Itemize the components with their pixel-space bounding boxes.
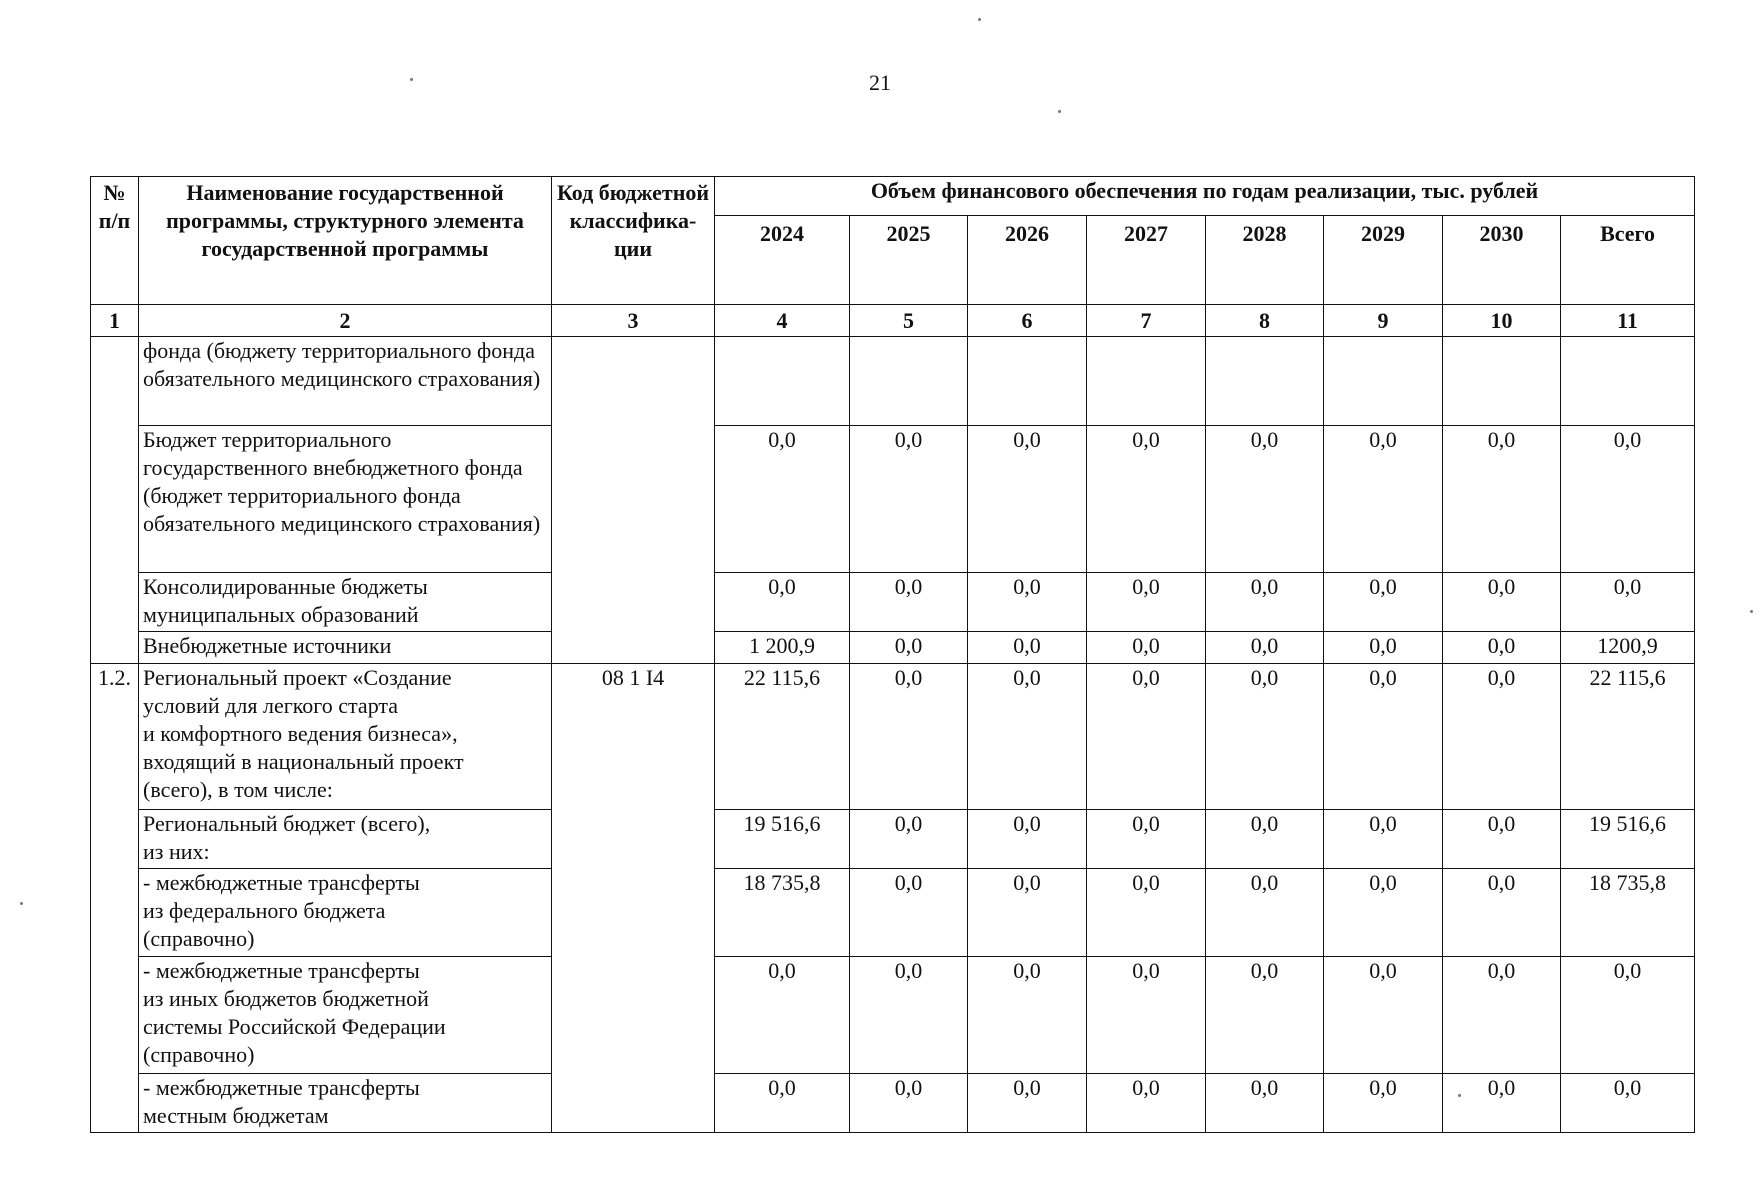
value-cell: 0,0 xyxy=(1206,1074,1324,1133)
value-cell: 0,0 xyxy=(850,957,968,1074)
year-header: 2028 xyxy=(1206,216,1324,305)
column-number: 8 xyxy=(1206,305,1324,337)
value-cell: 0,0 xyxy=(968,1074,1087,1133)
column-number: 6 xyxy=(968,305,1087,337)
value-cell: 18 735,8 xyxy=(1561,869,1695,957)
value-cell: 0,0 xyxy=(1206,426,1324,573)
value-cell: 0,0 xyxy=(1324,573,1443,632)
header-row-1 xyxy=(91,177,1695,216)
year-header: 2029 xyxy=(1324,216,1443,305)
year-header: 2024 xyxy=(715,216,850,305)
value-cell: 0,0 xyxy=(850,1074,968,1133)
value-cell: 0,0 xyxy=(1087,869,1206,957)
value-cell: 0,0 xyxy=(850,426,968,573)
year-header: 2025 xyxy=(850,216,968,305)
value-cell: 0,0 xyxy=(968,869,1087,957)
total-header: Всего xyxy=(1561,216,1695,305)
column-number: 2 xyxy=(139,305,552,337)
scan-speck xyxy=(1058,110,1061,113)
value-cell: 0,0 xyxy=(968,573,1087,632)
budget-table xyxy=(90,176,1695,1133)
value-cell: 1 200,9 xyxy=(715,632,850,664)
row-name: - межбюджетные трансферты местным бюджетам xyxy=(139,1074,552,1133)
table-row xyxy=(91,1074,1695,1133)
scan-speck xyxy=(20,902,23,905)
value-cell xyxy=(1324,337,1443,426)
value-cell: 0,0 xyxy=(1206,632,1324,664)
value-cell: 0,0 xyxy=(1087,810,1206,869)
row-name: Внебюджетные источники xyxy=(139,632,552,664)
value-cell: 0,0 xyxy=(1324,664,1443,810)
row-name: - межбюджетные трансферты из федерального бюджета (справочно) xyxy=(139,869,552,957)
column-number: 3 xyxy=(552,305,715,337)
value-cell: 0,0 xyxy=(1443,664,1561,810)
value-cell xyxy=(968,337,1087,426)
value-cell: 0,0 xyxy=(1087,632,1206,664)
column-number: 4 xyxy=(715,305,850,337)
value-cell: 0,0 xyxy=(1087,664,1206,810)
value-cell: 19 516,6 xyxy=(715,810,850,869)
value-cell: 0,0 xyxy=(715,1074,850,1133)
table-row xyxy=(91,426,1695,573)
value-cell: 0,0 xyxy=(1443,632,1561,664)
table-row xyxy=(91,573,1695,632)
row-name: Региональный проект «Создание условий для легкого старта и комфортного ведения бизнеса», входящий в национальный проект (всего), в том числе: xyxy=(139,664,552,810)
value-cell: 0,0 xyxy=(1443,573,1561,632)
table-row xyxy=(91,632,1695,664)
value-cell: 0,0 xyxy=(1561,957,1695,1074)
value-cell: 0,0 xyxy=(968,426,1087,573)
value-cell: 0,0 xyxy=(1443,869,1561,957)
value-cell: 0,0 xyxy=(1206,664,1324,810)
value-cell: 0,0 xyxy=(968,810,1087,869)
header-volume: Объем финансового обеспечения по годам реализации, тыс. рублей xyxy=(715,177,1695,216)
value-cell: 0,0 xyxy=(1206,573,1324,632)
column-number: 5 xyxy=(850,305,968,337)
row-name: Консолидированные бюджеты муниципальных образований xyxy=(139,573,552,632)
value-cell: 0,0 xyxy=(1324,957,1443,1074)
table-row xyxy=(91,869,1695,957)
value-cell: 0,0 xyxy=(1443,1074,1561,1133)
value-cell: 0,0 xyxy=(1443,426,1561,573)
value-cell: 0,0 xyxy=(1561,1074,1695,1133)
row-code xyxy=(552,337,715,664)
value-cell: 0,0 xyxy=(1087,957,1206,1074)
header-index: № п/п xyxy=(91,177,139,305)
value-cell: 0,0 xyxy=(850,810,968,869)
value-cell: 0,0 xyxy=(1324,426,1443,573)
table-row xyxy=(91,810,1695,869)
value-cell: 0,0 xyxy=(1087,573,1206,632)
value-cell: 0,0 xyxy=(968,632,1087,664)
value-cell: 0,0 xyxy=(1087,426,1206,573)
column-number: 10 xyxy=(1443,305,1561,337)
value-cell xyxy=(850,337,968,426)
value-cell: 0,0 xyxy=(1324,1074,1443,1133)
year-header: 2026 xyxy=(968,216,1087,305)
value-cell: 0,0 xyxy=(1206,810,1324,869)
row-name: Региональный бюджет (всего), из них: xyxy=(139,810,552,869)
value-cell: 0,0 xyxy=(1443,957,1561,1074)
scan-speck xyxy=(1458,1094,1461,1097)
value-cell: 18 735,8 xyxy=(715,869,850,957)
value-cell xyxy=(1561,337,1695,426)
column-number-row xyxy=(91,305,1695,337)
column-number: 11 xyxy=(1561,305,1695,337)
value-cell xyxy=(715,337,850,426)
row-index xyxy=(91,337,139,664)
value-cell: 0,0 xyxy=(1324,810,1443,869)
value-cell xyxy=(1443,337,1561,426)
scan-speck xyxy=(410,78,413,81)
table-row xyxy=(91,337,1695,426)
value-cell: 0,0 xyxy=(1206,869,1324,957)
value-cell: 0,0 xyxy=(1324,632,1443,664)
table-row xyxy=(91,957,1695,1074)
column-number: 9 xyxy=(1324,305,1443,337)
value-cell: 0,0 xyxy=(850,573,968,632)
value-cell: 0,0 xyxy=(850,869,968,957)
column-number: 7 xyxy=(1087,305,1206,337)
value-cell: 0,0 xyxy=(968,664,1087,810)
value-cell: 0,0 xyxy=(1561,573,1695,632)
scan-speck xyxy=(1750,610,1753,613)
scan-speck xyxy=(978,18,981,21)
value-cell: 19 516,6 xyxy=(1561,810,1695,869)
value-cell: 0,0 xyxy=(715,957,850,1074)
value-cell xyxy=(1087,337,1206,426)
header-name: Наименование государственной программы, структурного элемента государственной программы xyxy=(139,177,552,305)
row-name: - межбюджетные трансферты из иных бюджетов бюджетной системы Российской Федерации (справочно) xyxy=(139,957,552,1074)
value-cell: 0,0 xyxy=(715,573,850,632)
row-name: Бюджет территориального государственного внебюджетного фонда (бюджет территориального фонда обязательного медицинского страхования) xyxy=(139,426,552,573)
header-code: Код бюджетной классифика-ции xyxy=(552,177,715,305)
column-number: 1 xyxy=(91,305,139,337)
value-cell xyxy=(1206,337,1324,426)
table-row xyxy=(91,664,1695,810)
row-name: фонда (бюджету территориального фонда обязательного медицинского страхования) xyxy=(139,337,552,426)
value-cell: 0,0 xyxy=(968,957,1087,1074)
row-code: 08 1 I4 xyxy=(552,664,715,1133)
value-cell: 22 115,6 xyxy=(1561,664,1695,810)
value-cell: 0,0 xyxy=(1561,426,1695,573)
value-cell: 0,0 xyxy=(850,632,968,664)
value-cell: 1200,9 xyxy=(1561,632,1695,664)
value-cell: 22 115,6 xyxy=(715,664,850,810)
value-cell: 0,0 xyxy=(1087,1074,1206,1133)
page-number: 21 xyxy=(869,70,891,95)
year-header: 2030 xyxy=(1443,216,1561,305)
value-cell: 0,0 xyxy=(1206,957,1324,1074)
row-index: 1.2. xyxy=(91,664,139,1133)
value-cell: 0,0 xyxy=(1324,869,1443,957)
value-cell: 0,0 xyxy=(850,664,968,810)
year-header: 2027 xyxy=(1087,216,1206,305)
value-cell: 0,0 xyxy=(1443,810,1561,869)
value-cell: 0,0 xyxy=(715,426,850,573)
